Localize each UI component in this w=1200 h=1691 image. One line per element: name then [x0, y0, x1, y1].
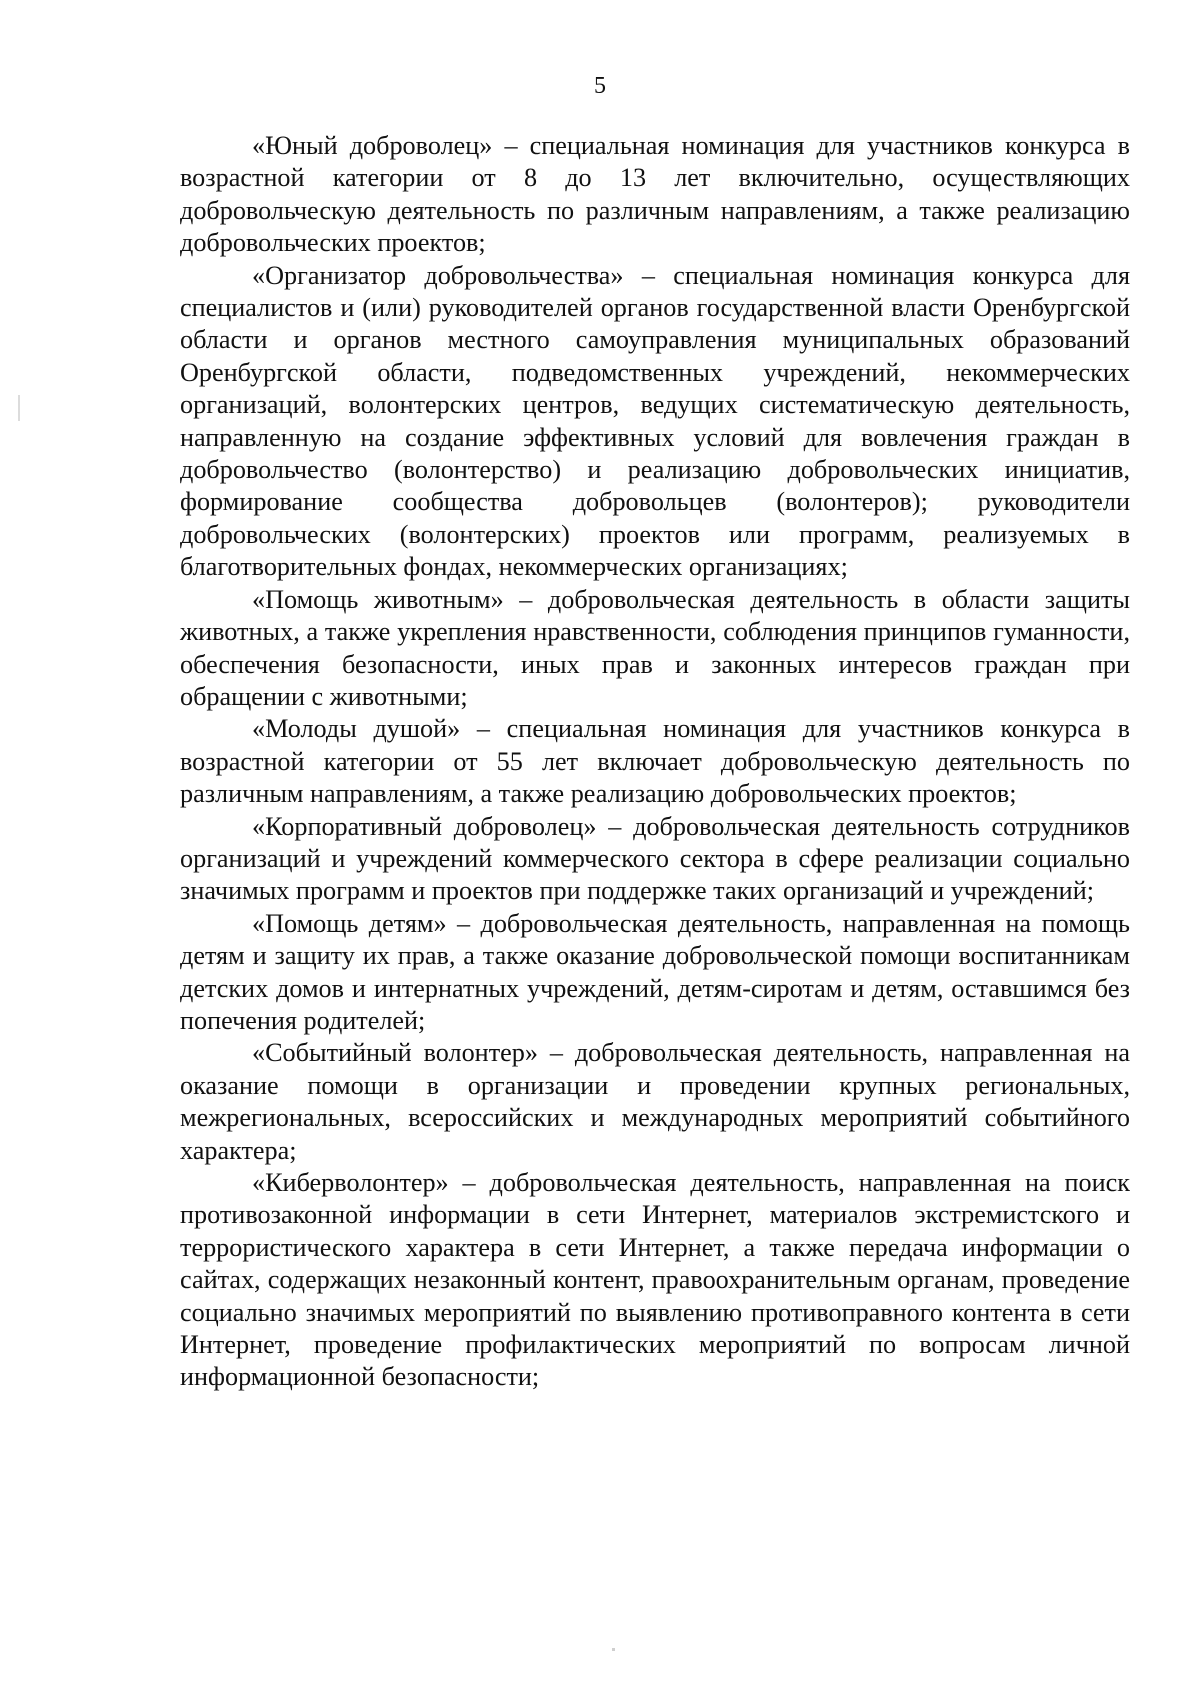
document-body: [180, 130, 1130, 1394]
scan-margin-mark: [18, 395, 20, 421]
paragraph-event-volunteer: «Событийный волонтер» – добровольческая деятельность, направленная на оказание помощи в организации и проведении крупных региональных, межрегиональных, всероссийских и международных мероприятий событийного характера;: [180, 1038, 1130, 1165]
paragraph-animal-help: «Помощь животным» – добровольческая деятельность в области защиты животных, а также укрепления нравственности, соблюдения принципов гуманности, обеспечения безопасности, иных прав и законных интересов граждан при обращении с животными;: [180, 584, 1130, 711]
paragraph-help-children: «Помощь детям» – добровольческая деятельность, направленная на помощь детям и защиту их прав, а также оказание добровольческой помощи воспитанникам детских домов и интернатных учреждений, детям-сиротам и детям, оставшимся без попечения родителей;: [180, 908, 1130, 1035]
paragraph-corporate-volunteer: «Корпоративный доброволец» – добровольческая деятельность сотрудников организаций и учреждений коммерческого сектора в сфере реализации социально значимых программ и проектов при поддержке таких организаций и учреждений;: [180, 811, 1130, 906]
paragraph-cyber-volunteer: «Киберволонтер» – добровольческая деятельность, направленная на поиск противозаконной информации в сети Интернет, материалов экстремистского и террористического характера в сети Интернет, а также передача информации о сайтах, содержащих незаконный контент, правоохранительным органам, проведение социально значимых мероприятий по выявлению противоправного контента в сети Интернет, проведение профилактических мероприятий по вопросам личной информационной безопасности;: [180, 1168, 1130, 1392]
page-number: 5: [594, 73, 606, 99]
paragraph-volunteering-organizer: «Организатор добровольчества» – специальная номинация конкурса для специалистов и (или) руководителей органов государственной власти Оренбургской области и органов местного самоуправления муниципальных образований Оренбургской области, подведомственных учреждений, некоммерческих организаций, волонтерских центров, ведущих систематическую деятельность, направленную на создание эффективных условий для вовлечения граждан в добровольчество (волонтерство) и реализацию добровольческих инициатив, формирование сообщества добровольцев (волонтеров); руководители добровольческих (волонтерских) проектов или программ, реализуемых в благотворительных фондах, некоммерческих организациях;: [180, 260, 1130, 582]
scan-bottom-mark: [612, 1648, 615, 1651]
paragraph-young-volunteer: «Юный доброволец» – специальная номинация для участников конкурса в возрастной категории от 8 до 13 лет включительно, осуществляющих добровольческую деятельность по различным направлениям, а также реализацию добровольческих проектов;: [180, 131, 1130, 258]
paragraph-young-at-heart: «Молоды душой» – специальная номинация для участников конкурса в возрастной категории от 55 лет включает добровольческую деятельность по различным направлениям, а также реализацию добровольческих проектов;: [180, 714, 1130, 809]
